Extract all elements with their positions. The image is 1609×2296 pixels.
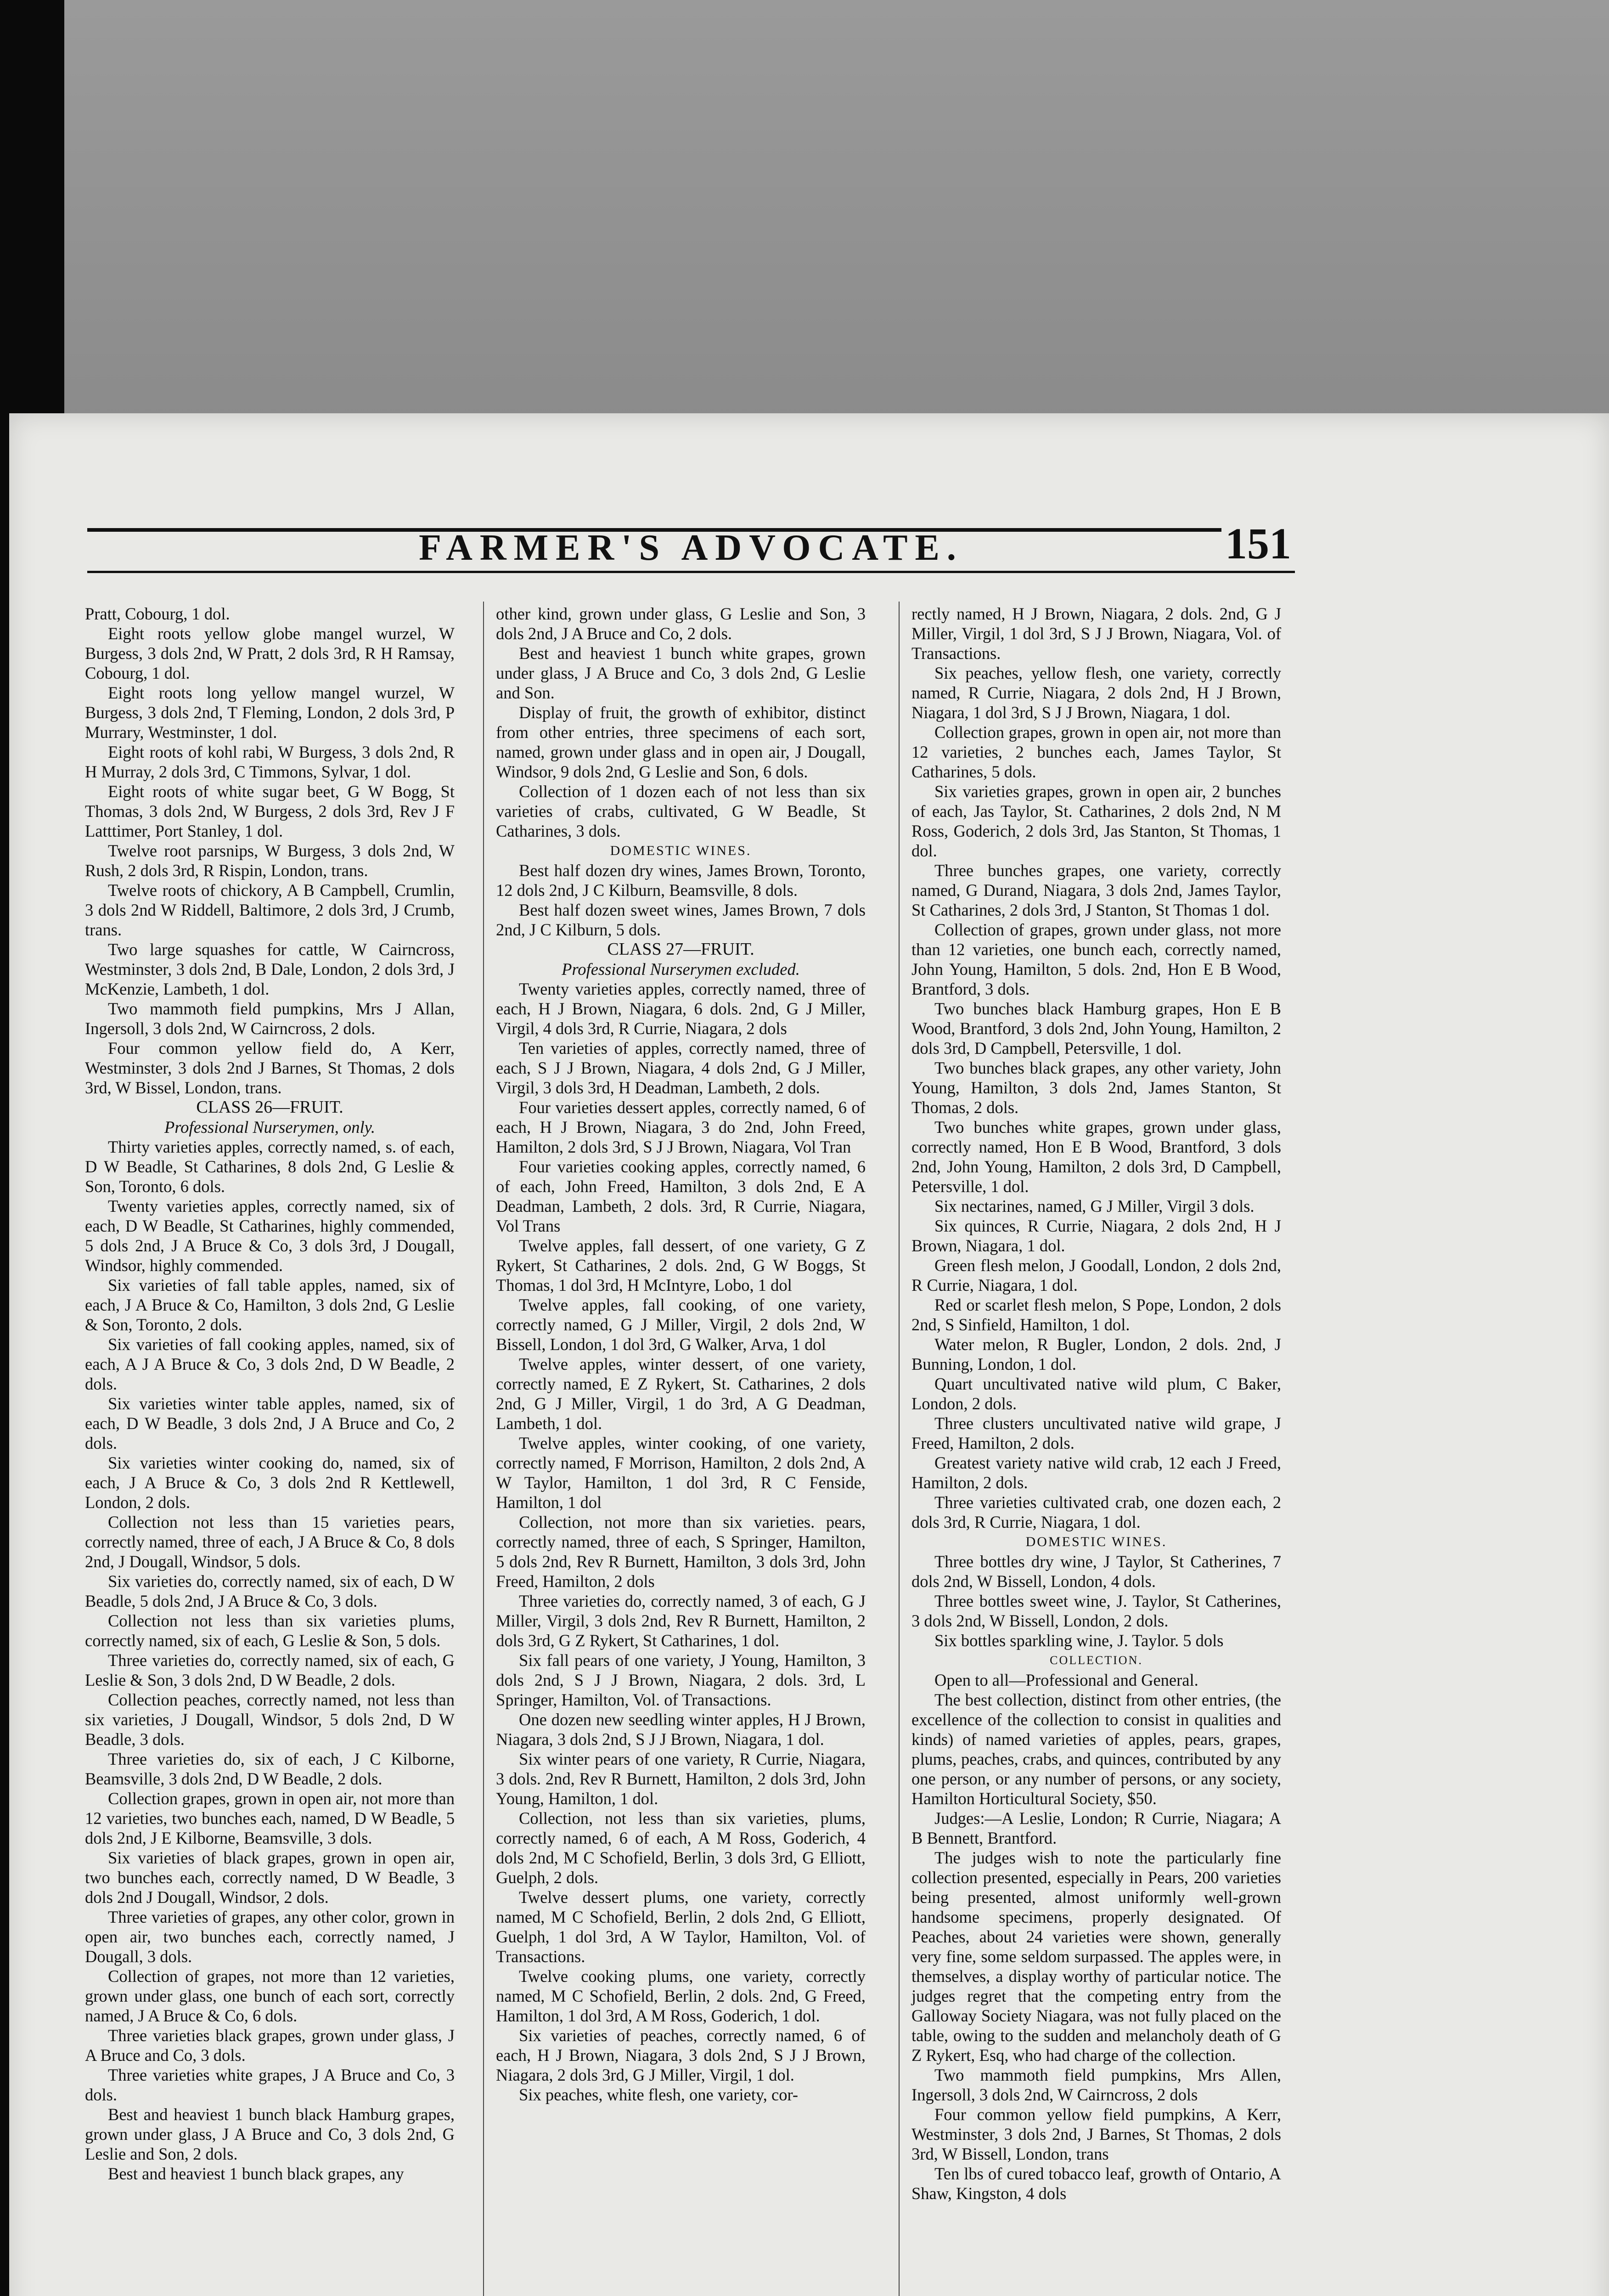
section-subheading: Professional Nurserymen, only. [164,1118,375,1137]
entry-paragraph: Three varieties do, correctly named, six of each, G Leslie & Son, 3 dols 2nd, D W Beadle, 2 dols. [85,1651,455,1689]
entry-paragraph: The judges wish to note the particularly fine collection presented, especially in Pears, 200 varieties being presented, almost uniformly well-grown handsome specimens, properly designated. Of Peaches, about 24 varieties were shown, generally very fine, some seldom surpassed. The apples were, in themselves, a display worthy of particular notice. The judges regret that the competing entry from the Galloway Society Niagara, was not fully placed on the table, owing to the sudden and melancholy death of G Z Rykert, Esq, who had charge of the collection. [911,1848,1281,2065]
entry-paragraph: Collection peaches, correctly named, not less than six varieties, J Dougall, Windsor, 5 dols 2nd, D W Beadle, 3 dols. [85,1690,455,1749]
entry-paragraph: Collection, not more than six varieties. pears, correctly named, three of each, S Springer, Hamilton, 5 dols 2nd, Rev R Burnett, Hamilton, 3 dols 3rd, John Freed, Hamilton, 2 dols [496,1513,866,1591]
background-sheet [64,0,1609,422]
entry-paragraph: Collection of grapes, not more than 12 varieties, grown under glass, one bunch of each sort, correctly named, J A Bruce & Co, 6 dols. [85,1967,455,2025]
entry-paragraph: Six varieties of black grapes, grown in open air, two bunches each, correctly named, D W Beadle, 3 dols 2nd J Dougall, Windsor, 2 dols. [85,1848,455,1907]
entry-paragraph: Collection grapes, grown in open air, not more than 12 varieties, 2 bunches each, James Taylor, St Catharines, 5 dols. [911,723,1281,781]
entry-paragraph: Collection not less than 15 varieties pears, correctly named, three of each, J A Bruce & Co, 8 dols 2nd, J Dougall, Windsor, 5 dols. [85,1513,455,1571]
entry-paragraph: Eight roots of kohl rabi, W Burgess, 3 dols 2nd, R H Murray, 2 dols 3rd, C Timmons, Sylvar, 1 dol. [85,743,455,781]
column-rule [483,602,484,2296]
page-number: 151 [1221,518,1295,569]
entry-paragraph: Twelve roots of chickory, A B Campbell, Crumlin, 3 dols 2nd W Riddell, Baltimore, 2 dols 3rd, J Crumb, trans. [85,881,455,939]
entry-paragraph: Green flesh melon, J Goodall, London, 2 dols 2nd, R Currie, Niagara, 1 dol. [911,1256,1281,1294]
entry-paragraph: Twelve apples, fall cooking, of one variety, correctly named, G J Miller, Virgil, 2 dols 2nd, W Bissell, London, 1 dol 3rd, G Walker, Arva, 1 dol [496,1295,866,1354]
page-header [87,519,1295,573]
entry-paragraph: Collection of 1 dozen each of not less than six varieties of crabs, cultivated, G W Beadle, St Catharines, 3 dols. [496,782,866,840]
entry-paragraph: Two mammoth field pumpkins, Mrs Allen, Ingersoll, 3 dols 2nd, W Cairncross, 2 dols [911,2065,1281,2104]
entry-paragraph: Display of fruit, the growth of exhibitor, distinct from other entries, three specimens of each sort, named, grown under glass and in open air, J Dougall, Windsor, 9 dols 2nd, G Leslie and Son, 6 dols. [496,703,866,781]
entry-paragraph: Two bunches white grapes, grown under glass, correctly named, Hon E B Wood, Brantford, 3 dols 2nd, John Young, Hamilton, 2 dols 3rd, D Campbell, Petersville, 1 dol. [911,1118,1281,1196]
entry-paragraph: Twelve apples, winter dessert, of one variety, correctly named, E Z Rykert, St. Catharines, 2 dols 2nd, G J Miller, Virgil, 1 do 3rd, A G Deadman, Lambeth, 1 dol. [496,1355,866,1433]
entry-paragraph: Three varieties white grapes, J A Bruce and Co, 3 dols. [85,2065,455,2104]
entry-paragraph: Three clusters uncultivated native wild grape, J Freed, Hamilton, 2 dols. [911,1414,1281,1452]
column-3 [911,604,1281,2203]
entry-paragraph: Six varieties of fall table apples, named, six of each, J A Bruce & Co, Hamilton, 3 dols 2nd, G Leslie & Son, Toronto, 2 dols. [85,1276,455,1334]
entry-paragraph: Six quinces, R Currie, Niagara, 2 dols 2nd, H J Brown, Niagara, 1 dol. [911,1216,1281,1255]
column-rule [899,602,900,2296]
entry-paragraph: Red or scarlet flesh melon, S Pope, London, 2 dols 2nd, S Sinfield, Hamilton, 1 dol. [911,1295,1281,1334]
entry-paragraph: Three varieties of grapes, any other color, grown in open air, two bunches each, correctly named, J Dougall, 3 dols. [85,1908,455,1966]
entry-paragraph: Twelve cooking plums, one variety, correctly named, M C Schofield, Berlin, 2 dols. 2nd, G Freed, Hamilton, 1 dol 3rd, A M Ross, Goderich, 1 dol. [496,1967,866,2025]
entry-paragraph: Six peaches, yellow flesh, one variety, correctly named, R Currie, Niagara, 2 dols 2nd, H J Brown, Niagara, 1 dol 3rd, S J J Brown, Niagara, 1 dol. [911,664,1281,722]
entry-paragraph: Collection of grapes, grown under glass, not more than 12 varieties, one bunch each, correctly named, John Young, Hamilton, 5 dols. 2nd, Hon E B Wood, Brantford, 3 dols. [911,920,1281,998]
entry-paragraph: Twenty varieties apples, correctly named, three of each, H J Brown, Niagara, 6 dols. 2nd, G J Miller, Virgil, 4 dols 3rd, R Currie, Niagara, 2 dols [496,979,866,1038]
entry-paragraph: Eight roots yellow globe mangel wurzel, W Burgess, 3 dols 2nd, W Pratt, 2 dols 3rd, R H Ramsay, Cobourg, 1 dol. [85,624,455,682]
entry-paragraph: Twelve apples, fall dessert, of one variety, G Z Rykert, St Catharines, 2 dols. 2nd, G W Boggs, St Thomas, 1 dol 3rd, H McIntyre, Lobo, 1 dol [496,1236,866,1294]
entry-paragraph: Best half dozen dry wines, James Brown, Toronto, 12 dols 2nd, J C Kilburn, Beamsville, 8 dols. [496,861,866,900]
entry-paragraph: Pratt, Cobourg, 1 dol. [85,604,230,623]
entry-paragraph: Four varieties dessert apples, correctly named, 6 of each, H J Brown, Niagara, 3 do 2nd, John Freed, Hamilton, 2 dols 3rd, S J J Brown, Niagara, Vol Tran [496,1098,866,1156]
entry-paragraph: Twelve root parsnips, W Burgess, 3 dols 2nd, W Rush, 2 dols 3rd, R Rispin, London, trans. [85,841,455,880]
entry-paragraph: Twelve apples, winter cooking, of one variety, correctly named, F Morrison, Hamilton, 2 dols 2nd, A W Taylor, Hamilton, 1 dol 3rd, R C Fenside, Hamilton, 1 dol [496,1434,866,1512]
entry-paragraph: Best half dozen sweet wines, James Brown, 7 dols 2nd, J C Kilburn, 5 dols. [496,900,866,939]
class-heading: CLASS 26—FRUIT. [196,1097,343,1117]
newspaper-page [9,413,1609,2296]
entry-paragraph: Water melon, R Bugler, London, 2 dols. 2nd, J Bunning, London, 1 dol. [911,1335,1281,1373]
entry-paragraph: Eight roots long yellow mangel wurzel, W Burgess, 3 dols 2nd, T Fleming, London, 2 dols 3rd, P Murrary, Westminster, 1 dol. [85,683,455,742]
class-heading: CLASS 27—FRUIT. [607,940,754,959]
entry-paragraph: rectly named, H J Brown, Niagara, 2 dols. 2nd, G J Miller, Virgil, 1 dol 3rd, S J J Brown, Niagara, Vol. of Transactions. [911,604,1281,663]
entry-paragraph: One dozen new seedling winter apples, H J Brown, Niagara, 3 dols 2nd, S J J Brown, Niagara, 1 dol. [496,1710,866,1749]
entry-paragraph: Collection grapes, grown in open air, not more than 12 varieties, two bunches each, named, D W Beadle, 5 dols 2nd, J E Kilborne, Beamsville, 3 dols. [85,1789,455,1847]
entry-paragraph: Six peaches, white flesh, one variety, cor- [519,2085,799,2104]
section-subheading: Professional Nurserymen excluded. [562,960,800,979]
entry-paragraph: Six varieties do, correctly named, six of each, D W Beadle, 5 dols 2nd, J A Bruce & Co, 3 dols. [85,1572,455,1610]
entry-paragraph: Greatest variety native wild crab, 12 each J Freed, Hamilton, 2 dols. [911,1453,1281,1492]
entry-paragraph: Six varieties of peaches, correctly named, 6 of each, H J Brown, Niagara, 3 dols 2nd, S J J Brown, Niagara, 2 dols 3rd, G J Miller, Virgil, 1 dol. [496,2026,866,2084]
entry-paragraph: Six varieties of fall cooking apples, named, six of each, A J A Bruce & Co, 3 dols 2nd, D W Beadle, 2 dols. [85,1335,455,1393]
entry-paragraph: Twenty varieties apples, correctly named, six of each, D W Beadle, St Catharines, highly commended, 5 dols 2nd, J A Bruce & Co, 3 dols 3rd, J Dougall, Windsor, highly commended. [85,1197,455,1275]
section-heading: DOMESTIC WINES. [1025,1534,1167,1549]
entry-paragraph: Eight roots of white sugar beet, G W Bogg, St Thomas, 3 dols 2nd, W Burgess, 2 dols 3rd, Rev J F Latttimer, Port Stanley, 1 dol. [85,782,455,840]
entry-paragraph: Ten varieties of apples, correctly named, three of each, S J J Brown, Niagara, 4 dols 2nd, G J Miller, Virgil, 3 dols 3rd, H Deadman, Lambeth, 2 dols. [496,1039,866,1097]
entry-paragraph: Best and heaviest 1 bunch white grapes, grown under glass, J A Bruce and Co, 3 dols 2nd, G Leslie and Son. [496,644,866,702]
entry-paragraph: Collection not less than six varieties plums, correctly named, six of each, G Leslie & Son, 5 dols. [85,1611,455,1650]
entry-paragraph: Three varieties do, correctly named, 3 of each, G J Miller, Virgil, 3 dols 2nd, Rev R Burnett, Hamilton, 2 dols 3rd, G Z Rykert, St Catharines, 1 dol. [496,1592,866,1650]
entry-paragraph: Four common yellow field pumpkins, A Kerr, Westminster, 3 dols 2nd, J Barnes, St Thomas, 2 dols 3rd, W Bissell, London, trans [911,2105,1281,2163]
column-2 [496,604,866,2105]
masthead-title: FARMER'S ADVOCATE. [419,528,963,568]
entry-paragraph: Best and heaviest 1 bunch black grapes, any [108,2164,404,2183]
section-heading: COLLECTION. [1050,1654,1143,1667]
entry-paragraph: Six varieties winter cooking do, named, six of each, J A Bruce & Co, 3 dols 2nd R Kettlewell, London, 2 dols. [85,1453,455,1512]
entry-paragraph: Six bottles sparkling wine, J. Taylor. 5 dols [934,1631,1224,1650]
entry-paragraph: Thirty varieties apples, correctly named, s. of each, D W Beadle, St Catharines, 8 dols 2nd, G Leslie & Son, Toronto, 6 dols. [85,1137,455,1196]
entry-paragraph: Two mammoth field pumpkins, Mrs J Allan, Ingersoll, 3 dols 2nd, W Cairncross, 2 dols. [85,999,455,1038]
entry-paragraph: Open to all—Professional and General. [934,1671,1198,1689]
entry-paragraph: other kind, grown under glass, G Leslie and Son, 3 dols 2nd, J A Bruce and Co, 2 dols. [496,604,866,643]
entry-paragraph: Best and heaviest 1 bunch black Hamburg grapes, grown under glass, J A Bruce and Co, 3 dols 2nd, G Leslie and Son, 2 dols. [85,2105,455,2163]
entry-paragraph: Ten lbs of cured tobacco leaf, growth of Ontario, A Shaw, Kingston, 4 dols [911,2164,1281,2203]
entry-paragraph: Six varieties winter table apples, named, six of each, D W Beadle, 3 dols 2nd, J A Bruce and Co, 2 dols. [85,1394,455,1452]
entry-paragraph: Three varieties black grapes, grown under glass, J A Bruce and Co, 3 dols. [85,2026,455,2065]
entry-paragraph: Six nectarines, named, G J Miller, Virgil 3 dols. [934,1197,1255,1216]
entry-paragraph: Judges:—A Leslie, London; R Currie, Niagara; A B Bennett, Brantford. [911,1809,1281,1847]
section-heading: DOMESTIC WINES. [610,843,752,858]
entry-paragraph: Four varieties cooking apples, correctly named, 6 of each, John Freed, Hamilton, 3 dols 2nd, E A Deadman, Lambeth, 2 dols. 3rd, R Currie, Niagara, Vol Trans [496,1157,866,1235]
entry-paragraph: Three varieties do, six of each, J C Kilborne, Beamsville, 3 dols 2nd, D W Beadle, 2 dols. [85,1750,455,1788]
entry-paragraph: Collection, not less than six varieties, plums, correctly named, 6 of each, A M Ross, Goderich, 4 dols 2nd, M C Schofield, Berlin, 3 dols 3rd, G Elliott, Guelph, 2 dols. [496,1809,866,1887]
entry-paragraph: Two bunches black grapes, any other variety, John Young, Hamilton, 3 dols 2nd, James Stanton, St Thomas, 2 dols. [911,1058,1281,1117]
entry-paragraph: Two bunches black Hamburg grapes, Hon E B Wood, Brantford, 3 dols 2nd, John Young, Hamilton, 2 dols 3rd, D Campbell, Petersville, 1 dol. [911,999,1281,1058]
column-1 [85,604,455,2183]
entry-paragraph: Twelve dessert plums, one variety, correctly named, M C Schofield, Berlin, 2 dols 2nd, G Elliott, Guelph, 1 dol 3rd, A W Taylor, Hamilton, Vol. of Transactions. [496,1888,866,1966]
entry-paragraph: Three bottles dry wine, J Taylor, St Catherines, 7 dols 2nd, W Bissell, London, 4 dols. [911,1552,1281,1591]
entry-paragraph: Quart uncultivated native wild plum, C Baker, London, 2 dols. [911,1374,1281,1413]
entry-paragraph: The best collection, distinct from other entries, (the excellence of the collection to consist in qualities and kinds) of named varieties of apples, pears, grapes, plums, peaches, crabs, and quinces, contributed by any one person, or any number of persons, or any society, Hamilton Horticultural Society, $50. [911,1690,1281,1808]
entry-paragraph: Three bottles sweet wine, J. Taylor, St Catherines, 3 dols 2nd, W Bissell, London, 2 dols. [911,1592,1281,1630]
entry-paragraph: Two large squashes for cattle, W Cairncross, Westminster, 3 dols 2nd, B Dale, London, 2 dols 3rd, J McKenzie, Lambeth, 1 dol. [85,940,455,998]
entry-paragraph: Four common yellow field do, A Kerr, Westminster, 3 dols 2nd J Barnes, St Thomas, 2 dols 3rd, W Bissel, London, trans. [85,1039,455,1097]
entry-paragraph: Six varieties grapes, grown in open air, 2 bunches of each, Jas Taylor, St. Catharines, 2 dols 2nd, N M Ross, Goderich, 2 dols 3rd, Jas Stanton, St Thomas, 1 dol. [911,782,1281,860]
entry-paragraph: Three bunches grapes, one variety, correctly named, G Durand, Niagara, 3 dols 2nd, James Taylor, St Catharines, 2 dols 3rd, J Stanton, St Thomas 1 dol. [911,861,1281,919]
entry-paragraph: Six winter pears of one variety, R Currie, Niagara, 3 dols. 2nd, Rev R Burnett, Hamilton, 2 dols 3rd, John Young, Hamilton, 1 dol. [496,1750,866,1808]
entry-paragraph: Three varieties cultivated crab, one dozen each, 2 dols 3rd, R Currie, Niagara, 1 dol. [911,1493,1281,1531]
entry-paragraph: Six fall pears of one variety, J Young, Hamilton, 3 dols 2nd, S J J Brown, Niagara, 2 dols. 3rd, L Springer, Hamilton, Vol. of Transactions. [496,1651,866,1709]
